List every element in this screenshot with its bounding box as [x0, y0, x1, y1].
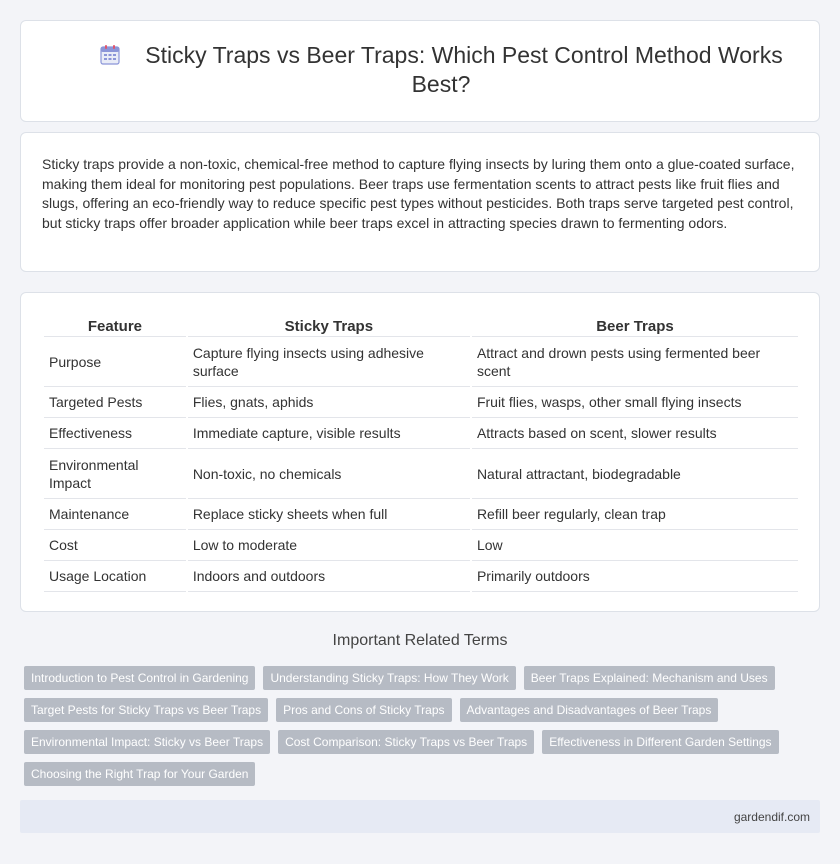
- table-row: [44, 387, 798, 418]
- table-cell: Low: [472, 530, 798, 561]
- term-tag[interactable]: Pros and Cons of Sticky Traps: [276, 698, 451, 722]
- header-feature: Feature: [44, 314, 186, 337]
- table-row: [44, 337, 798, 387]
- table-cell: Indoors and outdoors: [188, 561, 470, 592]
- calendar-icon: [99, 44, 121, 66]
- table-cell: Targeted Pests: [44, 387, 186, 418]
- term-tag[interactable]: Environmental Impact: Sticky vs Beer Traps: [24, 730, 270, 754]
- table-cell: Attracts based on scent, slower results: [472, 418, 798, 449]
- table-cell: Maintenance: [44, 499, 186, 530]
- comparison-table: [42, 314, 800, 592]
- table-cell: Flies, gnats, aphids: [188, 387, 470, 418]
- page-title: Sticky Traps vs Beer Traps: Which Pest Control Method Works Best?: [145, 42, 783, 97]
- term-tag[interactable]: Advantages and Disadvantages of Beer Traps: [460, 698, 719, 722]
- table-row: [44, 561, 798, 592]
- footer: [20, 800, 820, 833]
- term-tag[interactable]: Choosing the Right Trap for Your Garden: [24, 762, 255, 786]
- table-cell: Non-toxic, no chemicals: [188, 449, 470, 499]
- term-tag[interactable]: Cost Comparison: Sticky Traps vs Beer Traps: [278, 730, 534, 754]
- table-cell: Purpose: [44, 337, 186, 387]
- table-cell: Fruit flies, wasps, other small flying insects: [472, 387, 798, 418]
- table-row: [44, 499, 798, 530]
- table-cell: Refill beer regularly, clean trap: [472, 499, 798, 530]
- header-sticky-traps: Sticky Traps: [188, 314, 470, 337]
- term-tag[interactable]: Target Pests for Sticky Traps vs Beer Traps: [24, 698, 268, 722]
- table-cell: Natural attractant, biodegradable: [472, 449, 798, 499]
- term-tag[interactable]: Effectiveness in Different Garden Settings: [542, 730, 778, 754]
- table-cell: Environmental Impact: [44, 449, 186, 499]
- table-cell: Primarily outdoors: [472, 561, 798, 592]
- table-cell: Capture flying insects using adhesive surface: [188, 337, 470, 387]
- intro-text: Sticky traps provide a non-toxic, chemical-free method to capture flying insects by luring them onto a glue-coated surface, making them ideal for monitoring pest populations. Beer traps use fermentation scents to attract pests like fruit flies and slugs, offering an eco-friendly way to reduce specific pest types without pesticides. Both traps serve targeted pest control, but sticky traps offer broader application while beer traps excel in attracting species drawn to fermenting odors.: [42, 156, 795, 231]
- table-row: [44, 449, 798, 499]
- related-terms-title: Important Related Terms: [332, 632, 508, 649]
- header-card: [20, 20, 820, 122]
- term-tag[interactable]: Beer Traps Explained: Mechanism and Uses: [524, 666, 775, 690]
- footer-site-link[interactable]: gardendif.com: [733, 810, 810, 824]
- related-terms-list: [24, 666, 804, 786]
- comparison-card: [20, 292, 820, 612]
- table-cell: Low to moderate: [188, 530, 470, 561]
- table-cell: Cost: [44, 530, 186, 561]
- table-row: [44, 530, 798, 561]
- term-tag[interactable]: Understanding Sticky Traps: How They Work: [263, 666, 515, 690]
- table-cell: Usage Location: [44, 561, 186, 592]
- intro-card: [20, 132, 820, 272]
- table-cell: Immediate capture, visible results: [188, 418, 470, 449]
- header-beer-traps: Beer Traps: [472, 314, 798, 337]
- table-cell: Attract and drown pests using fermented beer scent: [472, 337, 798, 387]
- page-title-wrap: [81, 41, 801, 99]
- table-cell: Replace sticky sheets when full: [188, 499, 470, 530]
- table-row: [44, 418, 798, 449]
- table-cell: Effectiveness: [44, 418, 186, 449]
- term-tag[interactable]: Introduction to Pest Control in Gardening: [24, 666, 255, 690]
